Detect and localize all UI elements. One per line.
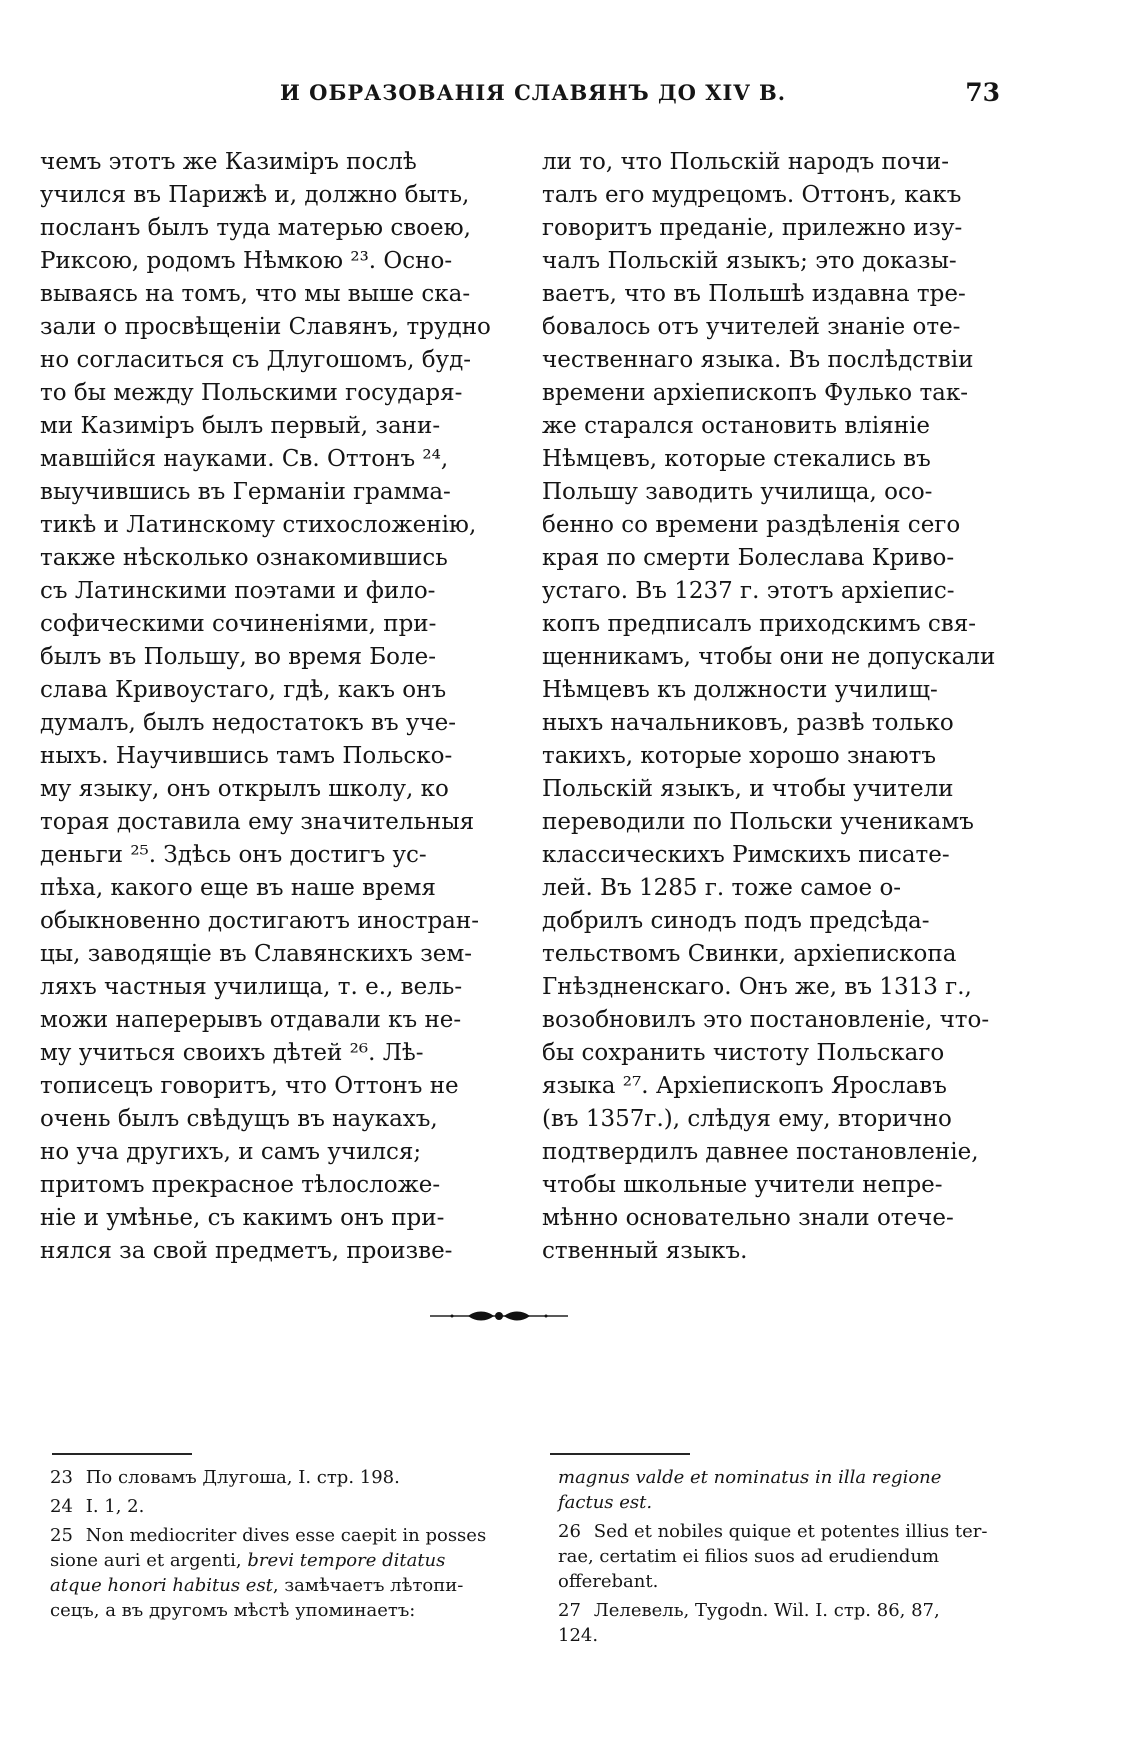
text-line: Польскій языкъ, и чтобы учители [542,776,954,802]
footnote-continuation [50,1573,520,1598]
text-line: мавшійся науками. Св. Оттонъ ²⁴, [40,446,449,472]
footnote-text-segment: sione auri et argenti, [50,1550,248,1571]
footnote-number: 27 [558,1600,581,1621]
footnote-text: Лелевель, Tygodn. Wil. I. стр. 86, 87, [593,1600,940,1621]
text-line: слава Кривоустаго, гдѣ, какъ онъ [40,677,447,703]
text-line: зали о просвѣщеніи Славянъ, трудно [40,314,491,340]
footnote-26 [558,1519,1013,1594]
text-line: деньги ²⁵. Здѣсь онъ достигъ ус- [40,842,427,868]
text-line: Польшу заводить училища, осо- [542,479,933,505]
text-line: копъ предписалъ приходскимъ свя- [542,611,977,637]
text-line: мѣнно основательно знали отече- [542,1205,954,1231]
text-line: цы, заводящіе въ Славянскихъ зем- [40,941,473,967]
left-text-column [40,146,510,1268]
footnote-italic-segment: brevi tempore ditatus [247,1550,446,1571]
text-line: говоритъ преданіе, прилежно изу- [542,215,963,241]
text-line: тельствомъ Свинки, архіепископа [542,941,957,967]
footnote-number: 24 [50,1496,73,1517]
footnote-text-segment: , замѣчаетъ лѣтопи- [272,1575,464,1596]
footnote-number: 23 [50,1467,73,1488]
text-line: но уча другихъ, и самъ учился; [40,1139,422,1165]
text-line: бовалось отъ учителей знаніе оте- [542,314,961,340]
text-line: тописецъ говоритъ, что Оттонъ не [40,1073,459,1099]
main-text-columns [0,146,1140,1264]
text-line: Нѣмцевъ, которые стекались въ [542,446,931,472]
text-line: торая доставила ему значительныя [40,809,475,835]
text-line: (въ 1357г.), слѣдуя ему, вторично [542,1106,952,1132]
text-line: вываясь на томъ, что мы выше ска- [40,281,471,307]
text-line: бы сохранить чистоту Польскаго [542,1040,945,1066]
page-number: 73 [965,78,1000,107]
footnote-rule-right [550,1453,690,1455]
footnote-text: Non mediocriter dives esse caepit in posses [85,1525,487,1546]
footnote-number: 25 [50,1525,73,1546]
footnote-continuation: rae, certatim ei filios suos ad erudiendum [558,1546,940,1567]
footnote-24 [50,1494,520,1519]
footnote-text: I. 1, 2. [85,1496,145,1517]
text-line: возобновилъ это постановленіе, что- [542,1007,990,1033]
text-line: софическими сочиненіями, при- [40,611,437,637]
text-line: Риксою, родомъ Нѣмкою ²³. Осно- [40,248,453,274]
text-line: обыкновенно достигаютъ иностран- [40,908,479,934]
text-line: ляхъ частныя училища, т. е., вель- [40,974,463,1000]
ornamental-divider [428,1307,570,1325]
text-line: подтвердилъ давнее постановленіе, [542,1139,979,1165]
running-head [280,80,1015,114]
footnote-continuation [50,1548,520,1573]
text-line: чественнаго языка. Въ послѣдствіи [542,347,974,373]
footnote-italic-segment: atque honori habitus est [50,1575,273,1596]
text-line: ственный языкъ. [542,1238,748,1264]
text-line: можи наперерывъ отдавали къ не- [40,1007,462,1033]
text-line: очень былъ свѣдущъ въ наукахъ, [40,1106,438,1132]
footnote-text: По словамъ Длугоша, I. стр. 198. [85,1467,400,1488]
footnote-rule-left [52,1453,192,1455]
text-line: думалъ, былъ недостатокъ въ уче- [40,710,457,736]
text-line: бенно со времени раздѣленія сего [542,512,961,538]
text-line: ныхъ. Научившись тамъ Польско- [40,743,453,769]
text-line: переводили по Польски ученикамъ [542,809,974,835]
footnote-continuation: сецъ, а въ другомъ мѣстѣ упоминаетъ: [50,1600,416,1621]
text-line: Гнѣздненскаго. Онъ же, въ 1313 г., [542,974,972,1000]
text-line: ли то, что Польскій народъ почи- [542,149,950,175]
text-line: же старался остановить вліяніе [542,413,931,439]
text-line: ныхъ начальниковъ, развѣ только [542,710,954,736]
text-line: также нѣсколько ознакомившись [40,545,448,571]
text-line: края по смерти Болеслава Криво- [542,545,955,571]
text-line: му языку, онъ открылъ школу, ко [40,776,449,802]
text-line: устаго. Въ 1237 г. этотъ архіепис- [542,578,955,604]
footnote-continued-25 [558,1465,1013,1515]
right-text-column [542,146,997,1268]
right-footnotes [558,1465,1013,1652]
text-line: языка ²⁷. Архіепископъ Ярославъ [542,1073,947,1099]
text-line: лей. Въ 1285 г. тоже самое о- [542,875,902,901]
footnote-continuation: 124. [558,1625,599,1646]
text-line: но согласиться съ Длугошомъ, буд- [40,347,472,373]
text-line: притомъ прекрасное тѣлосложе- [40,1172,441,1198]
text-line: посланъ былъ туда матерью своею, [40,215,471,241]
left-footnotes [50,1465,520,1627]
text-line: ніе и умѣнье, съ какимъ онъ при- [40,1205,445,1231]
text-line: нялся за свой предметъ, произве- [40,1238,453,1264]
footnote-25 [50,1523,520,1623]
text-line: му учиться своихъ дѣтей ²⁶. Лѣ- [40,1040,424,1066]
text-line: такихъ, которые хорошо знаютъ [542,743,937,769]
text-line: учился въ Парижѣ и, должно быть, [40,182,470,208]
text-line: талъ его мудрецомъ. Оттонъ, какъ [542,182,962,208]
text-line: времени архіепископъ Фулько так- [542,380,969,406]
footnote-continuation: offerebant. [558,1571,659,1592]
text-line: чтобы школьные учители непре- [542,1172,943,1198]
text-line: Нѣмцевъ къ должности училищ- [542,677,938,703]
text-line: пѣха, какого еще въ наше время [40,875,436,901]
text-line: чалъ Польскій языкъ; это доказы- [542,248,957,274]
text-line: тикѣ и Латинскому стихосложенію, [40,512,477,538]
text-line: то бы между Польскими государя- [40,380,463,406]
footnote-text: magnus valde et nominatus in illa regione [558,1467,942,1488]
footnote-23 [50,1465,520,1490]
text-line: ваетъ, что въ Польшѣ издавна тре- [542,281,966,307]
text-line: чемъ этотъ же Казиміръ послѣ [40,149,417,175]
text-line: добрилъ синодъ подъ предсѣда- [542,908,930,934]
text-line: былъ въ Польшу, во время Боле- [40,644,437,670]
footnote-27 [558,1598,1013,1648]
footnote-text: Sed et nobiles quique et potentes illius ter- [593,1521,988,1542]
text-line: классическихъ Римскихъ писате- [542,842,950,868]
text-line: выучившись въ Германіи грамма- [40,479,451,505]
footnote-number: 26 [558,1521,581,1542]
text-line: щенникамъ, чтобы они не допускали [542,644,996,670]
footnote-continuation: factus est. [558,1492,653,1513]
text-line: ми Казиміръ былъ первый, зани- [40,413,441,439]
text-line: съ Латинскими поэтами и фило- [40,578,436,604]
running-title: И ОБРАЗОВАНІЯ СЛАВЯНЪ ДО XIV В. [280,80,787,105]
